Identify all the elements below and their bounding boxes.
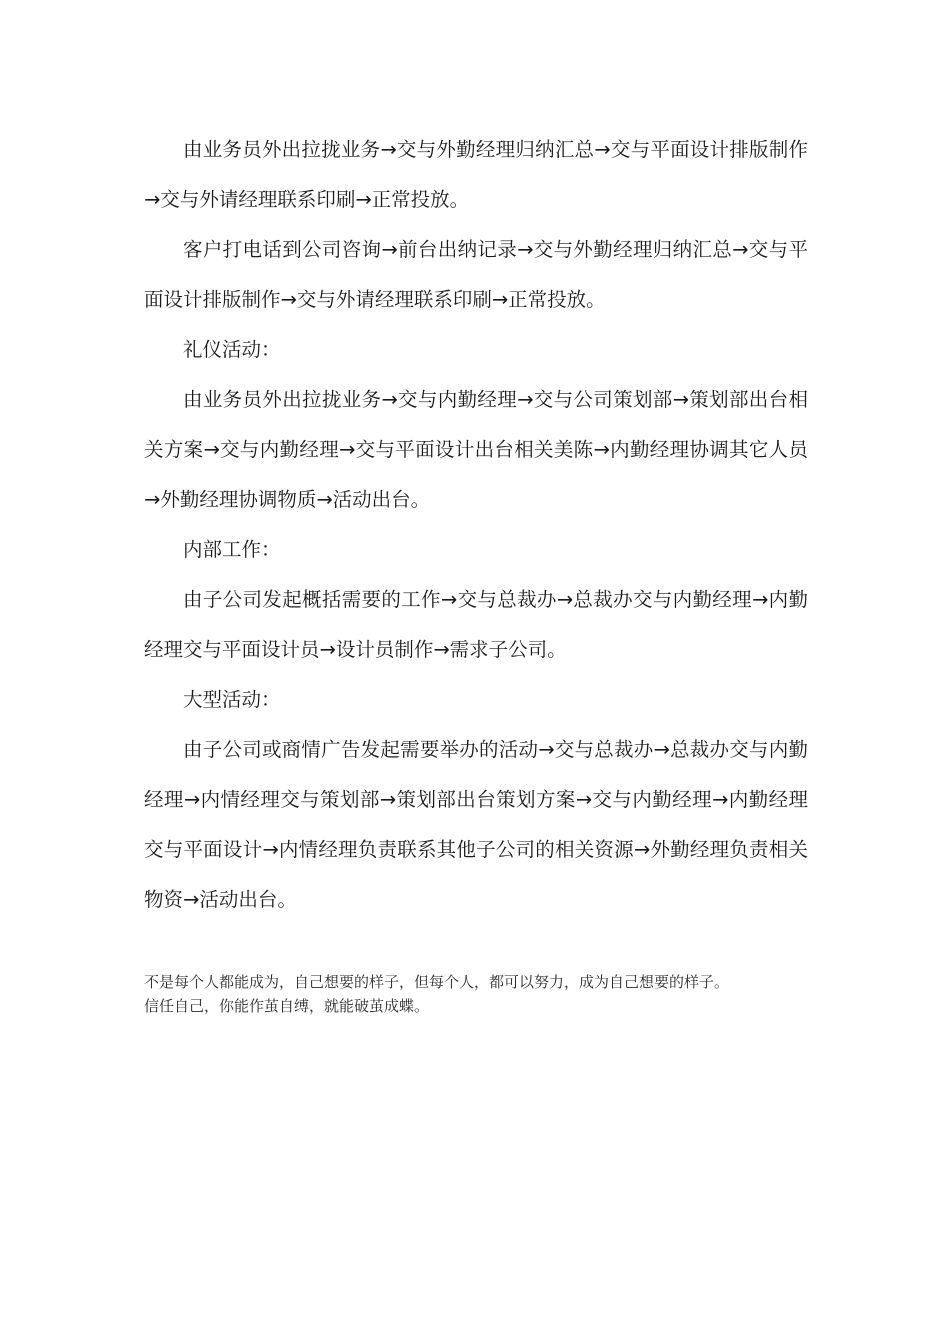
heading-large-activities: 大型活动： [183,688,281,711]
heading-etiquette-activities: 礼仪活动： [183,338,281,361]
paragraph-internal-flow: 由子公司发起概括需要的工作→交与总裁办→总裁办交与内勤经理→内勤经理交与平面设计员→设计员制作→需求子公司。 [144,588,808,661]
footer-quote [144,970,808,1018]
paragraph-etiquette-flow: 由业务员外出拉拢业务→交与内勤经理→交与公司策划部→策划部出台相关方案→交与内勤经理→交与平面设计出台相关美陈→内勤经理协调其它人员→外勤经理协调物质→活动出台。 [144,388,808,511]
heading-internal-work: 内部工作： [183,538,281,561]
footer-quote-line-2: 信任自己，你能作茧自缚，就能破茧成蝶。 [144,997,430,1015]
paragraph-client-flow: 客户打电话到公司咨询→前台出纳记录→交与外勤经理归纳汇总→交与平面设计排版制作→交与外请经理联系印刷→正常投放。 [144,238,808,311]
paragraph-business-flow: 由业务员外出拉拢业务→交与外勤经理归纳汇总→交与平面设计排版制作→交与外请经理联系印刷→正常投放。 [144,138,808,211]
paragraph-large-activity-flow: 由子公司或商情广告发起需要举办的活动→交与总裁办→总裁办交与内勤经理→内情经理交与策划部→策划部出台策划方案→交与内勤经理→内勤经理交与平面设计→内情经理负责联系其他子公司的相关资源→外勤经理负责相关物资→活动出台。 [144,738,808,911]
document-body [144,125,808,925]
footer-quote-line-1: 不是每个人都能成为，自己想要的样子，但每个人，都可以努力，成为自己想要的样子。 [144,973,730,991]
